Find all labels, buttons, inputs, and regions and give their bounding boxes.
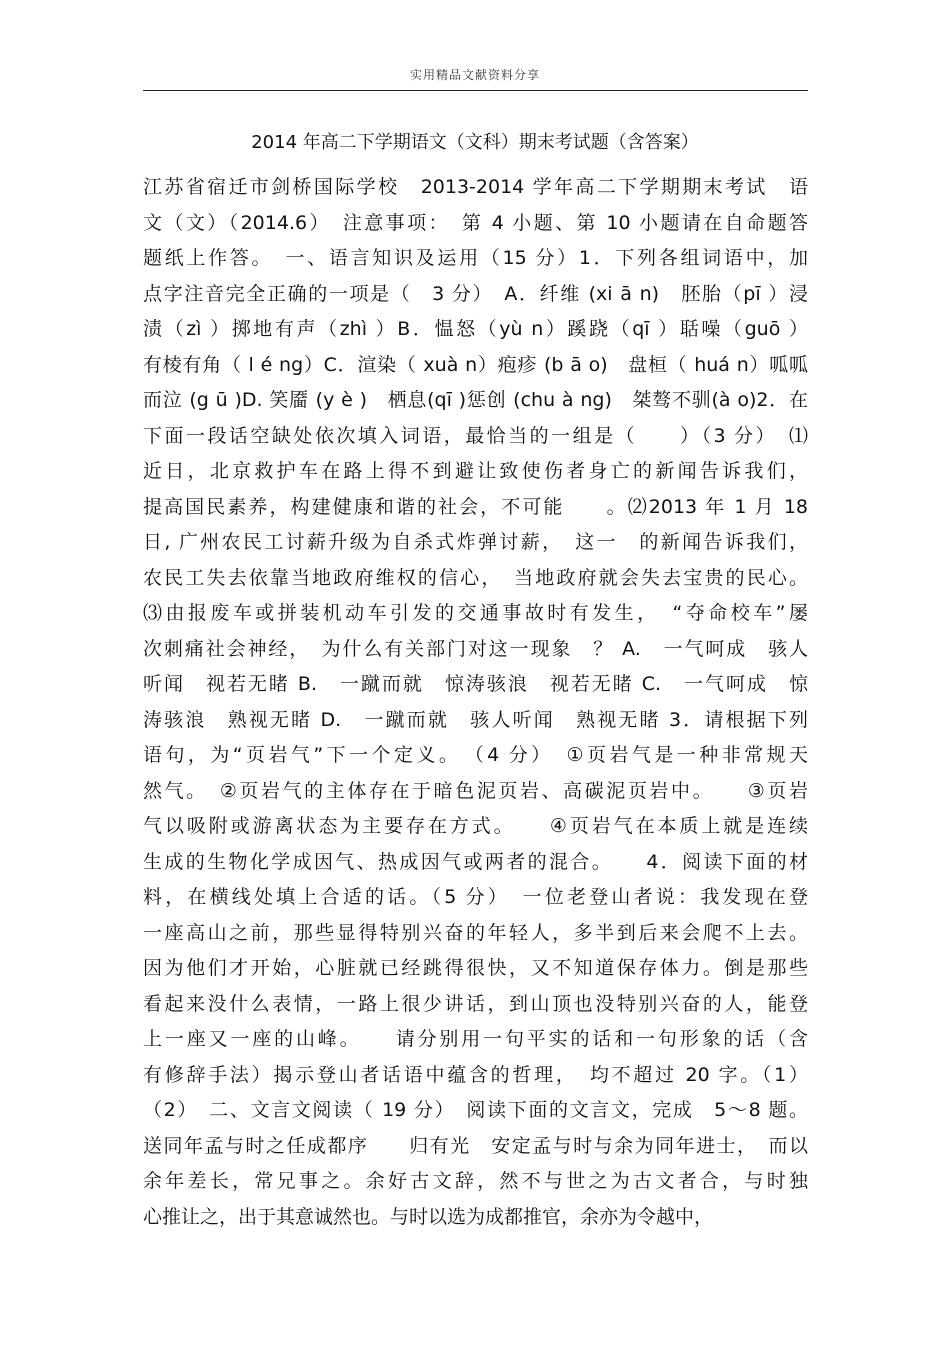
page-header: 实用精品文献资料分享 [409, 68, 540, 82]
body-line: 文（文）（2014.6） 注意事项： 第 4 小题、第 10 小题请在自命题答 [143, 211, 808, 234]
body-line: 农民工失去依靠当地政府维权的信心， 当地政府就会失去宝贵的民心。 [143, 566, 808, 589]
body-line: 上一座又一座的山峰。 请分别用一句平实的话和一句形象的话（含 [143, 1028, 808, 1050]
body-line: 提高国民素养，构建健康和谐的社会，不可能 。⑵2013 年 1 月 18 [143, 495, 808, 518]
body-line: 题纸上作答。 一、语言知识及运用（15 分）1．下列各组词语中，加 [143, 247, 808, 269]
body-line: 语句，为“页岩气”下一个定义。 （4 分） ①页岩气是一种非常规天 [143, 744, 808, 766]
body-line: 点字注音完全正确的一项是（ 3 分） A．纤维 (xi ā n) 胚胎（pī ）浸 [143, 282, 808, 305]
body-line: 送同年孟与时之任成都序 归有光 安定孟与时与余为同年进士， 而以 [143, 1134, 808, 1157]
body-line: 近日，北京救护车在路上得不到避让致使伤者身亡的新闻告诉我们， [143, 460, 808, 482]
document-body [143, 170, 808, 1235]
body-line: 生成的生物化学成因气、热成因气或两者的混合。 4．阅读下面的材 [143, 850, 808, 873]
body-line: （2） 二、文言文阅读（ 19 分） 阅读下面的文言文，完成 5～8 题。 [143, 1099, 808, 1121]
body-line: 料，在横线处填上合适的话。（5 分） 一位老登山者说：我发现在登 [143, 886, 808, 908]
body-line: 听闻 视若无睹 B. 一蹴而就 惊涛骇浪 视若无睹 C. 一气呵成 惊 [143, 673, 808, 695]
body-line: 心推让之，出于其意诚然也。与时以选为成都推官，余亦为令越中， [143, 1205, 714, 1228]
body-line: 有棱有角（ l é ng）C．渲染（ xuà n）疱疹 (b ā o) 盘桓（ huá n）呱呱 [143, 353, 808, 376]
body-line: 看起来没什么表情，一路上很少讲话，到山顶也没特别兴奋的人，能登 [143, 992, 808, 1015]
body-line: 而泣 (g ū )D. 笑靥 (y è ) 栖息(qī )惩创 (chu à ng) 桀骜不驯(à o)2．在 [143, 389, 808, 411]
body-line: 气以吸附或游离状态为主要存在方式。 ④页岩气在本质上就是连续 [143, 815, 808, 837]
body-line: 日, 广州农民工讨薪升级为自杀式炸弹讨薪， 这一 的新闻告诉我们， [143, 531, 808, 553]
body-line: 下面一段话空缺处依次填入词语，最恰当的一组是（ ）（3 分） ⑴ [143, 424, 808, 447]
body-line: 涛骇浪 熟视无睹 D. 一蹴而就 骇人听闻 熟视无睹 3．请根据下列 [143, 708, 808, 731]
body-line: 因为他们才开始，心脏就已经跳得很快，又不知道保存体力。倒是那些 [143, 957, 808, 979]
body-line: 江苏省宿迁市剑桥国际学校 2013-2014 学年高二下学期期末考试 语 [143, 176, 808, 198]
body-line: 然气。 ②页岩气的主体存在于暗色泥页岩、高碳泥页岩中。 ③页岩 [143, 779, 808, 802]
body-line: 余年差长，常兄事之。余好古文辞，然不与世之为古文者合，与时独 [143, 1170, 808, 1192]
body-line: 有修辞手法）揭示登山者话语中蕴含的哲理， 均不超过 20 字。（1） [143, 1063, 808, 1086]
header-divider [143, 90, 808, 91]
body-line: 渍（zì ）掷地有声（zhì ）B．愠怒（yù n）蹊跷（qī ）聒噪（guō ） [143, 318, 808, 340]
body-line: 一座高山之前，那些显得特别兴奋的年轻人，多半到后来会爬不上去。 [143, 921, 808, 944]
body-line: 次刺痛社会神经， 为什么有关部门对这一现象 ？ A. 一气呵成 骇人 [143, 637, 808, 660]
document-title: 2014 年高二下学期语文（文科）期末考试题（含答案） [251, 132, 699, 153]
body-line: ⑶由报废车或拼装机动车引发的交通事故时有发生， “夺命校车”屡 [143, 602, 808, 624]
